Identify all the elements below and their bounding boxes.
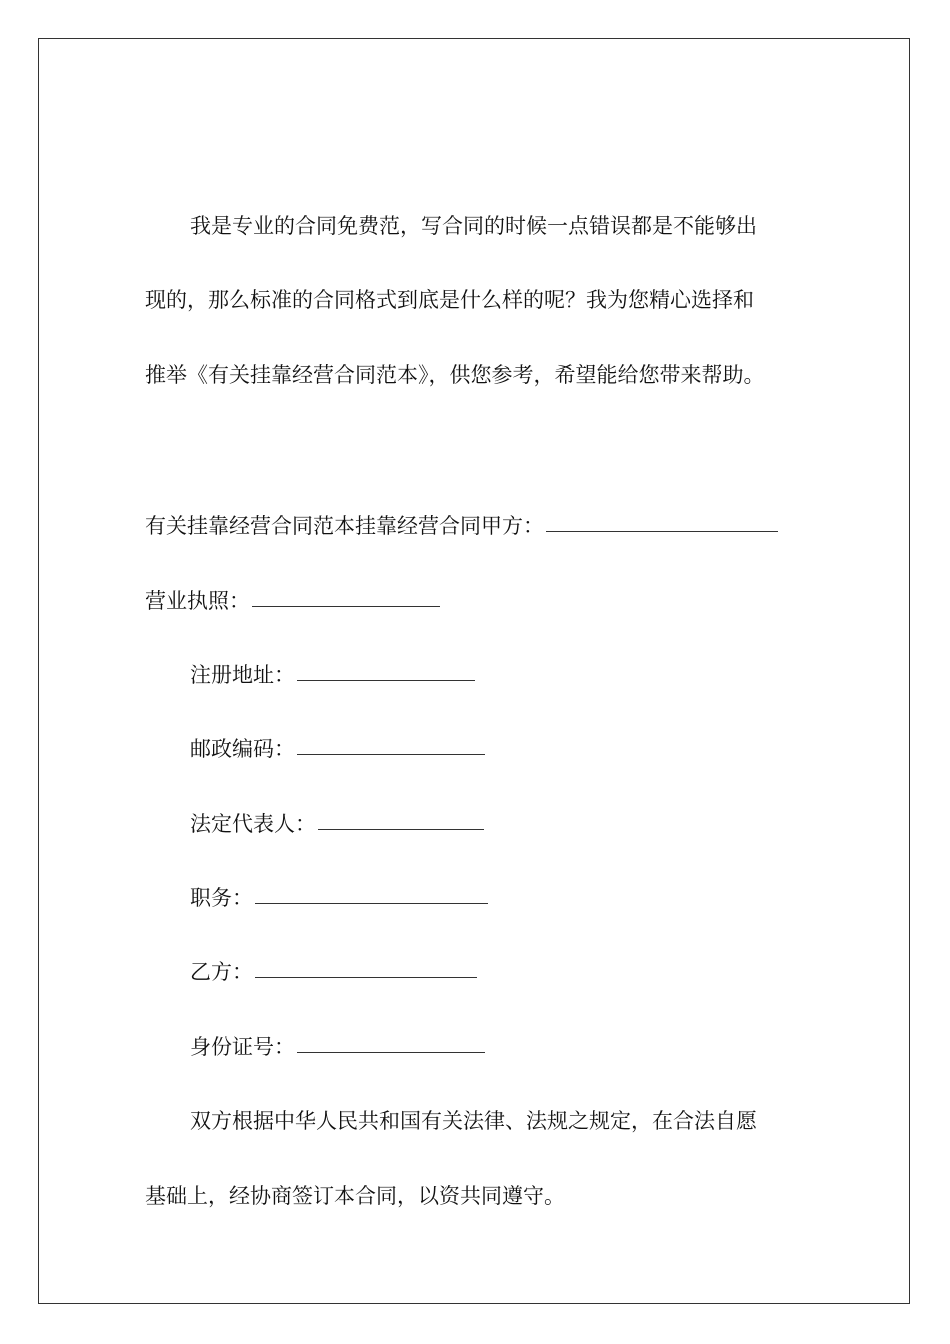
party-a-label: 有关挂靠经营合同范本挂靠经营合同甲方： [145, 514, 544, 538]
position-row [190, 884, 488, 912]
party-a-blank[interactable] [546, 530, 778, 532]
id-number-blank[interactable] [297, 1051, 485, 1053]
intro-line-3: 推举《有关挂靠经营合同范本》，供您参考，希望能给您带来帮助。 [145, 363, 765, 387]
registered-address-row [190, 661, 475, 689]
business-license-row [145, 587, 440, 615]
party-b-row [190, 958, 477, 986]
legal-representative-row [190, 810, 484, 838]
postal-code-blank[interactable] [297, 753, 485, 755]
legal-representative-blank[interactable] [318, 828, 484, 830]
postal-code-label: 邮政编码： [190, 737, 295, 761]
business-license-blank[interactable] [252, 605, 440, 607]
legal-representative-label: 法定代表人： [190, 812, 316, 836]
id-number-label: 身份证号： [190, 1035, 295, 1059]
id-number-row [190, 1033, 485, 1061]
intro-line-2: 现的，那么标准的合同格式到底是什么样的呢？我为您精心选择和 [145, 288, 754, 312]
postal-code-row [190, 735, 485, 763]
basis-line-2: 基础上，经协商签订本合同，以资共同遵守。 [145, 1184, 565, 1208]
intro-line-1: 我是专业的合同免费范，写合同的时候一点错误都是不能够出 [190, 214, 757, 238]
position-blank[interactable] [255, 902, 488, 904]
party-b-label: 乙方： [190, 960, 253, 984]
business-license-label: 营业执照： [145, 589, 250, 613]
registered-address-label: 注册地址： [190, 663, 295, 687]
position-label: 职务： [190, 886, 253, 910]
party-a-row [145, 512, 778, 540]
basis-line-1: 双方根据中华人民共和国有关法律、法规之规定，在合法自愿 [190, 1109, 757, 1133]
party-b-blank[interactable] [255, 976, 477, 978]
registered-address-blank[interactable] [297, 679, 475, 681]
